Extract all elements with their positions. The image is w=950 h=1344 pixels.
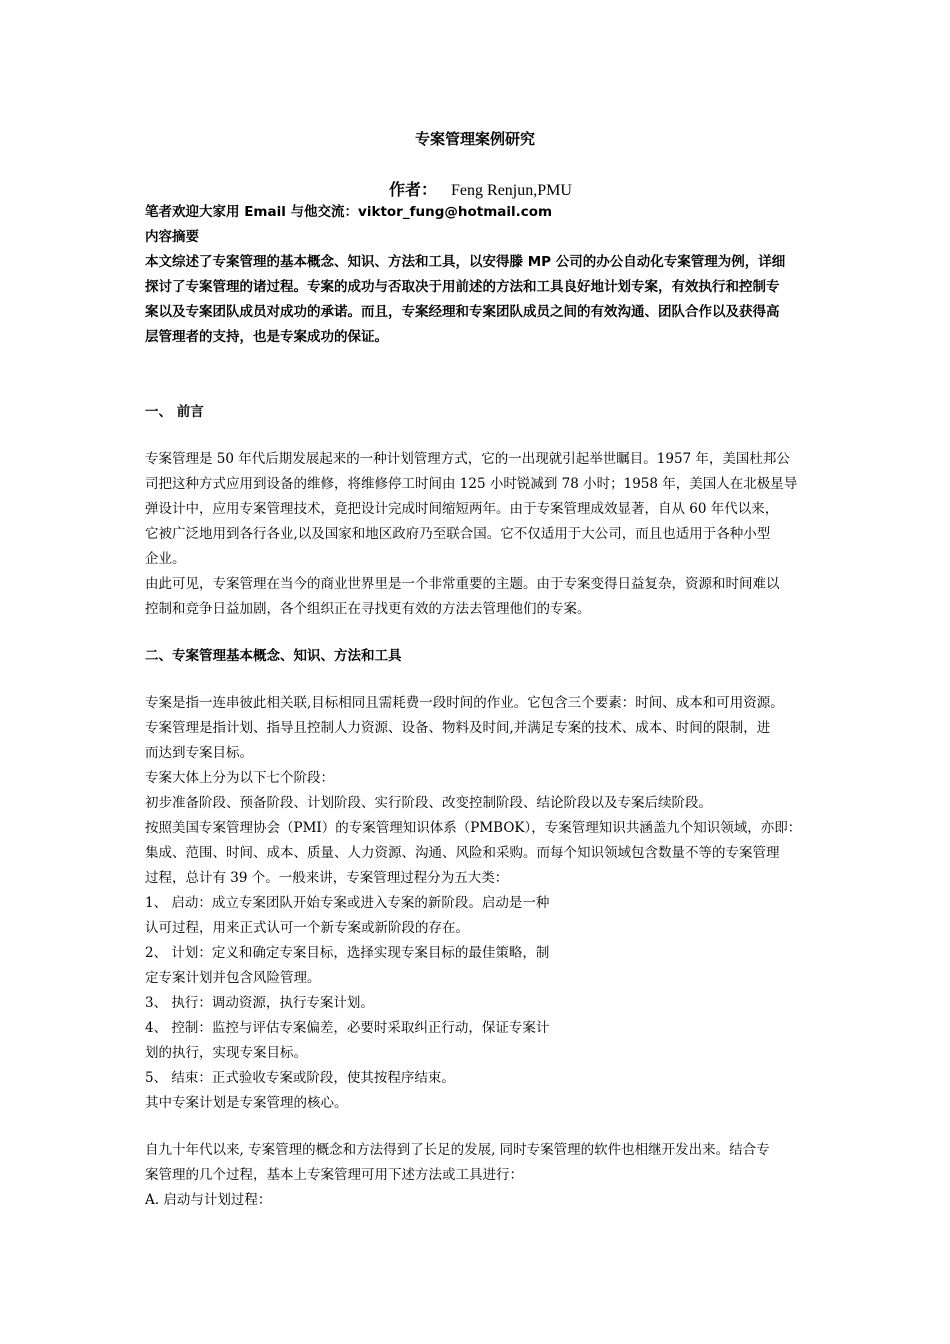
body-line: 过程，总计有 39 个。一般来讲，专案管理过程分为五大类：: [145, 870, 509, 886]
abstract-line: 探讨了专案管理的诸过程。专案的成功与否取决于用前述的方法和工具良好地计划专案，有效执行和控制专: [145, 279, 780, 295]
list-item: 4、 控制：监控与评估专案偏差，必要时采取纠正行动，保证专案计: [145, 1020, 550, 1036]
body-line: 自九十年代以来, 专案管理的概念和方法得到了长足的发展, 同时专案管理的软件也相继开发出来。结合专: [145, 1142, 770, 1158]
body-line: 专案管理是 50 年代后期发展起来的一种计划管理方式，它的一出现就引起举世瞩目。1957 年，美国杜邦公: [145, 451, 790, 467]
list-item: 定专案计划并包含风险管理。: [145, 970, 321, 986]
author-name: Feng Renjun,PMU: [451, 182, 572, 199]
body-line: 集成、范围、时间、成本、质量、人力资源、沟通、风险和采购。而每个知识领域包含数量不等的专案管理: [145, 845, 780, 861]
body-line: 初步准备阶段、预备阶段、计划阶段、实行阶段、改变控制阶段、结论阶段以及专案后续阶段。: [145, 795, 712, 811]
list-item: A. 启动与计划过程：: [145, 1192, 272, 1208]
list-item: 5、 结束：正式验收专案或阶段，使其按程序结束。: [145, 1070, 455, 1086]
abstract-line: 层管理者的支持，也是专案成功的保证。: [145, 329, 388, 345]
body-line: 专案大体上分为以下七个阶段：: [145, 770, 334, 786]
body-line: 而达到专案目标。: [145, 745, 253, 761]
body-line: 司把这种方式应用到设备的维修，将维修停工时间由 125 小时锐减到 78 小时；1958 年，美国人在北极星导: [145, 476, 798, 492]
body-line: 专案是指一连串彼此相关联,目标相同且需耗费一段时间的作业。它包含三个要素：时间、成本和可用资源。: [145, 695, 784, 711]
list-item: 认可过程，用来正式认可一个新专案或新阶段的存在。: [145, 920, 469, 936]
body-line: 控制和竞争日益加剧，各个组织正在寻找更有效的方法去管理他们的专案。: [145, 601, 591, 617]
body-line: 专案管理是指计划、指导且控制人力资源、设备、物料及时间,并满足专案的技术、成本、时间的限制，进: [145, 720, 771, 736]
abstract-line: 本文综述了专案管理的基本概念、知识、方法和工具，以安得滕 MP 公司的办公自动化专案管理为例，详细: [145, 254, 786, 270]
body-line: 由此可见，专案管理在当今的商业世界里是一个非常重要的主题。由于专案变得日益复杂，资源和时间难以: [145, 576, 780, 592]
section-heading: 一、 前言: [145, 404, 204, 420]
author-label: 作者：: [389, 180, 438, 199]
author-line: [389, 177, 572, 200]
list-item: 3、 执行：调动资源，执行专案计划。: [145, 995, 374, 1011]
abstract-line: 案以及专案团队成员对成功的承诺。而且，专案经理和专案团队成员之间的有效沟通、团队合作以及获得高: [145, 304, 780, 320]
list-item: 1、 启动：成立专案团队开始专案或进入专案的新阶段。启动是一种: [145, 895, 550, 911]
list-item: 2、 计划：定义和确定专案目标，选择实现专案目标的最佳策略，制: [145, 945, 550, 961]
section-heading: 二、专案管理基本概念、知识、方法和工具: [145, 648, 402, 664]
abstract-heading: 内容摘要: [145, 229, 199, 245]
document-title: 专案管理案例研究: [414, 130, 535, 148]
contact-line: 笔者欢迎大家用 Email 与他交流：viktor_fung@hotmail.com: [145, 204, 553, 220]
body-line: 企业。: [145, 551, 186, 567]
body-line: 案管理的几个过程，基本上专案管理可用下述方法或工具进行：: [145, 1167, 523, 1183]
list-item: 划的执行，实现专案目标。: [145, 1045, 307, 1061]
body-line: 弹设计中，应用专案管理技术，竟把设计完成时间缩短两年。由于专案管理成效显著，自从 60 年代以来，: [145, 501, 779, 517]
body-line: 其中专案计划是专案管理的核心。: [145, 1095, 348, 1111]
body-line: 按照美国专案管理协会（PMI）的专案管理知识体系（PMBOK），专案管理知识共涵盖九个知识领域，亦即：: [145, 820, 802, 836]
body-line: 它被广泛地用到各行各业,以及国家和地区政府乃至联合国。它不仅适用于大公司，而且也适用于各种小型: [145, 526, 771, 542]
